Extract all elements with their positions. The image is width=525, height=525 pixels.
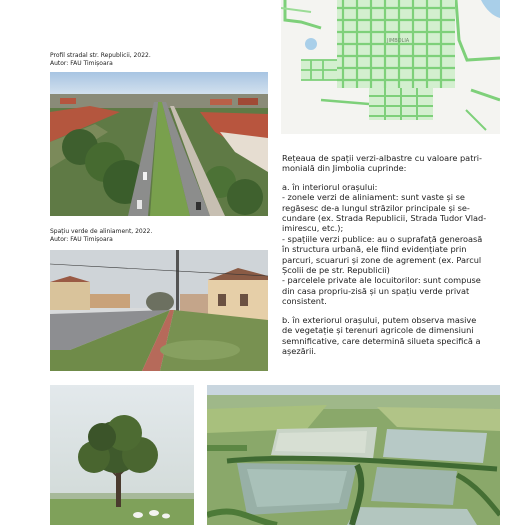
tree-in-field — [50, 385, 194, 525]
photo2-caption-title: Spațiu verde de aliniament, 2022. — [50, 228, 153, 235]
b-line-1: b. în exteriorul orașului, putem observa masive — [282, 314, 477, 325]
a1-line-4: imirescu, etc.); — [282, 223, 344, 234]
a2-line-2: în structura urbană, ele fiind evidențiate prin — [282, 244, 467, 255]
photo1-caption — [50, 52, 265, 68]
a3-line-2: din casa propriu-zisă și un spațiu verde privat — [282, 285, 470, 296]
photo-tree — [50, 385, 194, 525]
a1-line-3: cundare (ex. Strada Republicii, Strada Tudor Vlad- — [282, 213, 487, 224]
map-town-label: JIMBOLIA — [387, 38, 410, 44]
network-map — [281, 0, 500, 134]
photo1-caption-title: Profil stradal str. Republicii, 2022. — [50, 52, 151, 59]
intro-line-1: Rețeaua de spații verzi-albastre cu valoare patri- — [282, 153, 482, 163]
aerial-fish-ponds — [207, 385, 500, 525]
a3-line-1: - parcelele private ale locuitorilor: sunt compuse — [282, 275, 481, 286]
photo2-caption-author: Autor: FAU Timișoara — [50, 236, 113, 243]
text-block — [282, 153, 507, 356]
jimbolia-green-blue-network-map — [281, 0, 500, 134]
photo-street-aerial — [50, 72, 268, 216]
b-line-4: așezării. — [282, 345, 317, 356]
photo2-caption — [50, 228, 265, 244]
street-green-strip — [50, 250, 268, 371]
intro-line-2: monială din Jimbolia cuprinde: — [282, 163, 407, 174]
a3-line-3: consistent. — [282, 296, 327, 307]
section-a-title: a. în interiorul orașului: — [282, 181, 378, 192]
a1-line-2: regăsesc de-a lungul străzilor principale și se- — [282, 202, 470, 213]
b-line-2: de vegetație și terenuri agricole de dimensiuni — [282, 325, 474, 336]
a1-line-1: - zonele verzi de aliniament: sunt vaste și se — [282, 192, 465, 203]
a2-line-3: parcuri, scuaruri și zone de agrement (ex. Parcul — [282, 254, 482, 265]
b-line-3: semnificative, care determină silueta specifică a — [282, 335, 481, 346]
a2-line-1: - spațiile verzi publice: au o suprafață generoasă — [282, 233, 483, 244]
a2-line-4: Școlii de pe str. Republicii) — [282, 265, 390, 276]
aerial-street-view — [50, 72, 268, 216]
photo-ponds — [207, 385, 500, 525]
photo1-caption-author: Autor: FAU Timișoara — [50, 60, 113, 67]
photo-street-green — [50, 250, 268, 371]
